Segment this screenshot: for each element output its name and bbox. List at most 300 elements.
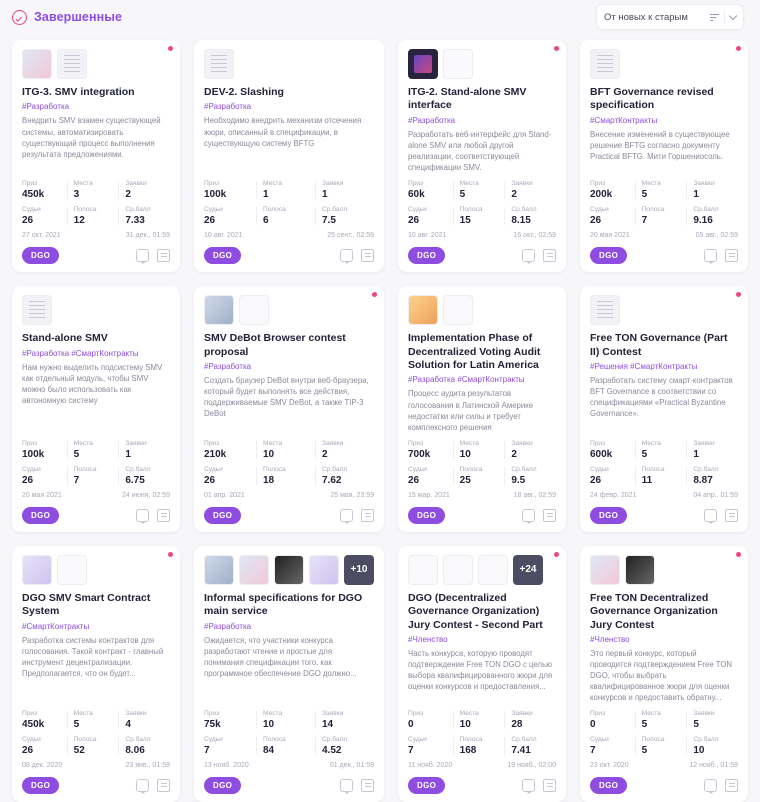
chat-icon[interactable] (522, 779, 535, 792)
contest-card[interactable] (194, 286, 384, 532)
stat-label: Заявки (125, 439, 147, 447)
stat-entries (118, 710, 170, 730)
chat-icon[interactable] (704, 249, 717, 262)
thumbnail[interactable] (57, 555, 87, 585)
stat-label: Места (641, 439, 661, 447)
document-icon[interactable] (725, 779, 738, 792)
stat-value: 7 (590, 745, 596, 757)
chat-icon[interactable] (340, 509, 353, 522)
contest-card[interactable] (194, 546, 384, 802)
card-description: Разработать веб-интерфейс для Stand-alone SMV или любой другой реализации, соответствующей спецификации SMV. (408, 129, 552, 173)
card-stats-secondary (408, 466, 556, 486)
stat-average-score (118, 466, 170, 486)
stat-value: 10 (263, 448, 275, 460)
stat-average-score (504, 736, 556, 756)
card-thumbnails (408, 49, 556, 79)
card-stats-primary (590, 440, 738, 460)
status-filter-chip[interactable] (12, 10, 122, 25)
stat-label: Судьи (408, 736, 427, 744)
stat-label: Полоса (263, 736, 286, 744)
date-start: 10 авг. 2021 (204, 232, 243, 240)
thumbnail[interactable] (309, 555, 339, 585)
card-footer (204, 247, 374, 264)
card-description: Ожидается, что участники конкурса разработают чтение и простые для понимания спецификации того, как программное обеспечение DGO должно... (204, 635, 357, 678)
stat-value: 7.41 (511, 745, 531, 757)
contest-card[interactable] (398, 40, 566, 272)
card-thumbnails (590, 295, 738, 325)
stat-label: Полоса (263, 206, 286, 214)
stat-label: Заявки (125, 710, 147, 718)
stat-value: 26 (22, 215, 34, 227)
chat-icon[interactable] (704, 779, 717, 792)
stat-label: Места (641, 710, 661, 718)
stat-judges (408, 736, 453, 756)
contest-card[interactable] (12, 546, 180, 802)
contest-card[interactable] (12, 286, 180, 532)
stat-average-score (315, 466, 374, 486)
stat-value: 100k (22, 448, 45, 460)
card-tag[interactable]: #Разработка (204, 621, 252, 631)
stat-label: Судьи (408, 206, 427, 214)
thumbnail[interactable] (478, 555, 508, 585)
card-tag[interactable]: #Членство (590, 635, 630, 644)
card-tag[interactable]: #Разработка (408, 115, 456, 125)
stat-value: 12 (73, 215, 85, 227)
stat-average-score (504, 466, 556, 486)
dgo-button[interactable]: DGO (204, 777, 241, 794)
date-end: 31 дек., 01:59 (125, 232, 170, 240)
card-footer (590, 777, 738, 794)
stat-judges (204, 466, 256, 486)
dgo-button[interactable]: DGO (408, 777, 445, 794)
date-end: 25 сент., 02:59 (327, 232, 374, 240)
stat-places (67, 180, 119, 200)
card-description: Часть конкурса, которую проводят подтверждение Free TON DGO с целью выбора квалифицированного жюри для оценки конкурсов и предоставления... (408, 649, 553, 692)
date-start: 08 дек. 2020 (22, 762, 63, 770)
document-icon[interactable] (543, 509, 556, 522)
stat-label: Ср.балл (322, 206, 348, 214)
card-footer (408, 247, 556, 264)
stat-places (256, 710, 315, 730)
dgo-button[interactable]: DGO (22, 247, 59, 264)
card-tag[interactable]: #Разработка (22, 102, 70, 112)
card-stats-primary (204, 440, 374, 460)
thumbnail[interactable] (443, 49, 473, 79)
thumbnail[interactable] (204, 295, 234, 325)
thumbnail-overflow-badge[interactable]: +24 (513, 555, 543, 585)
stat-value: 450k (22, 719, 45, 731)
stat-value: 26 (204, 215, 216, 227)
stat-band (635, 736, 687, 756)
date-start: 10 авг. 2021 (408, 232, 447, 240)
document-icon[interactable] (725, 249, 738, 262)
stat-places (256, 440, 315, 460)
card-dates (408, 492, 556, 499)
unread-dot (554, 552, 559, 557)
stat-label: Заявки (322, 710, 344, 718)
stat-label: Ср.балл (693, 736, 719, 744)
stat-value: 2 (125, 189, 131, 201)
card-tag[interactable]: #Решения #СмартКонтракты (590, 362, 698, 371)
stat-value: 2 (511, 189, 517, 201)
stat-places (256, 180, 315, 200)
dgo-button[interactable]: DGO (408, 507, 445, 524)
stat-label: Судьи (590, 736, 609, 744)
chat-icon[interactable] (340, 249, 353, 262)
stat-prize (204, 710, 256, 730)
dgo-button[interactable]: DGO (590, 507, 627, 524)
date-start: 11 нояб. 2020 (408, 762, 453, 770)
thumbnail[interactable] (204, 555, 234, 585)
contest-card[interactable] (194, 40, 384, 272)
date-start: 20 мая 2021 (590, 232, 630, 240)
document-icon[interactable] (361, 249, 374, 262)
thumbnail[interactable] (22, 295, 52, 325)
dgo-button[interactable]: DGO (204, 247, 241, 264)
card-title: Implementation Phase of Decentralized Voting Audit Solution for Latin America (408, 332, 541, 371)
stat-label: Полоса (73, 465, 97, 473)
stat-judges (204, 206, 256, 226)
card-stats-primary (408, 180, 556, 200)
stat-value: 9.5 (511, 474, 526, 486)
card-title: Free TON Governance (Part II) Contest (590, 332, 728, 358)
page-toolbar (0, 0, 760, 34)
date-end: 24 июня, 02:59 (122, 491, 170, 499)
stat-average-score (686, 736, 738, 756)
stat-judges (22, 466, 67, 486)
stat-band (256, 206, 315, 226)
card-description: Это первый конкурс, который проводится подтверждением Free TON DGO, чтобы выбрать квалифицированное жюри для оценки конкурсов и предоставить обратну... (590, 649, 733, 703)
stat-judges (22, 736, 67, 756)
thumbnail[interactable] (239, 295, 269, 325)
card-footer (22, 247, 170, 264)
thumbnail[interactable] (408, 555, 438, 585)
stat-value: 5 (641, 189, 648, 201)
document-icon[interactable] (157, 509, 170, 522)
stat-value: 600k (590, 448, 613, 460)
thumbnail[interactable] (408, 49, 438, 79)
stat-label: Судьи (22, 465, 41, 473)
chevron-down-icon[interactable] (729, 12, 737, 20)
stat-label: Приз (204, 439, 220, 447)
stat-value: 168 (459, 745, 477, 757)
stat-band (67, 206, 119, 226)
stat-value: 26 (408, 215, 420, 227)
stat-value: 5 (73, 448, 80, 460)
stat-entries (686, 440, 738, 460)
thumbnail[interactable] (590, 49, 620, 79)
date-end: 19 нояб., 02:00 (507, 762, 556, 770)
stat-places (635, 440, 687, 460)
stat-value: 210k (204, 448, 227, 460)
card-stats-secondary (204, 736, 374, 756)
card-dates (204, 762, 374, 769)
chat-icon[interactable] (136, 249, 149, 262)
document-icon[interactable] (157, 779, 170, 792)
stat-value: 14 (322, 719, 334, 731)
thumbnail[interactable] (443, 295, 473, 325)
stat-value: 9.16 (693, 215, 713, 227)
contest-grid (0, 34, 760, 802)
stat-label: Места (263, 439, 283, 447)
stat-label: Судьи (590, 465, 609, 473)
stat-band (67, 466, 119, 486)
dgo-button[interactable]: DGO (204, 507, 241, 524)
card-thumbnails (408, 295, 556, 325)
dgo-button[interactable]: DGO (590, 247, 627, 264)
chat-icon[interactable] (522, 249, 535, 262)
stat-band (453, 466, 505, 486)
thumbnail[interactable] (22, 49, 52, 79)
stat-prize (22, 440, 67, 460)
stat-value: 52 (73, 745, 85, 757)
stat-places (453, 710, 505, 730)
stat-label: Полоса (459, 736, 483, 744)
stat-value: 26 (590, 474, 602, 486)
stat-label: Полоса (641, 206, 665, 214)
card-thumbnails (204, 295, 374, 325)
stat-label: Места (73, 439, 93, 447)
stat-value: 2 (511, 448, 517, 460)
card-thumbnails (590, 49, 738, 79)
dgo-button[interactable]: DGO (22, 507, 59, 524)
stat-value: 1 (322, 189, 328, 201)
card-title: Stand-alone SMV (22, 332, 108, 345)
stat-judges (204, 736, 256, 756)
stat-judges (590, 206, 635, 226)
card-tag[interactable]: #Разработка (204, 102, 252, 112)
document-icon[interactable] (157, 249, 170, 262)
stat-value: 450k (22, 189, 45, 201)
stat-value: 10 (693, 745, 705, 757)
date-end: 23 янв., 01:59 (125, 762, 170, 770)
stat-label: Полоса (641, 465, 665, 473)
dgo-button[interactable]: DGO (590, 777, 627, 794)
card-dates (408, 232, 556, 239)
stat-value: 2 (322, 448, 328, 460)
stat-label: Места (459, 439, 479, 447)
card-title: DEV-2. Slashing (204, 86, 284, 98)
stat-entries (686, 710, 738, 730)
sort-lines-icon (710, 13, 719, 22)
unread-dot (736, 46, 741, 51)
stat-label: Полоса (73, 736, 97, 744)
dgo-button[interactable]: DGO (22, 777, 59, 794)
stat-entries (315, 440, 374, 460)
thumbnail[interactable] (590, 295, 620, 325)
document-icon[interactable] (361, 779, 374, 792)
unread-dot (736, 292, 741, 297)
chat-icon[interactable] (704, 509, 717, 522)
chat-icon[interactable] (340, 779, 353, 792)
stat-label: Заявки (125, 180, 147, 188)
stat-value: 3 (73, 189, 80, 201)
date-end: 25 мая, 23:59 (330, 491, 374, 499)
stat-label: Судьи (22, 206, 41, 214)
date-end: 16 окт., 02:59 (513, 232, 556, 240)
dgo-button[interactable]: DGO (408, 247, 445, 264)
stat-value: 7 (641, 215, 648, 227)
stat-average-score (118, 736, 170, 756)
card-tag[interactable]: #Разработка #СмартКонтракты (408, 375, 525, 385)
stat-judges (408, 206, 453, 226)
card-stats-secondary (22, 466, 170, 486)
date-end: 18 авг., 02:59 (513, 491, 556, 499)
date-end: 04 апр., 01:59 (693, 491, 738, 499)
thumbnail[interactable] (22, 555, 52, 585)
date-start: 13 нояб. 2020 (204, 762, 249, 770)
stat-value: 1 (125, 448, 131, 460)
thumbnail[interactable] (57, 49, 87, 79)
stat-places (635, 180, 687, 200)
thumbnail[interactable] (590, 555, 620, 585)
card-dates (22, 762, 170, 769)
card-footer (22, 777, 170, 794)
card-title: Informal specifications for DGO main service (204, 591, 363, 618)
card-stats-primary (204, 180, 374, 200)
stat-band (453, 206, 505, 226)
stat-value: 7 (73, 474, 80, 486)
stat-prize (408, 180, 453, 200)
stat-label: Полоса (459, 465, 483, 473)
card-title: ITG-3. SMV integration (22, 86, 135, 98)
chat-icon[interactable] (136, 509, 149, 522)
stat-value: 5 (73, 719, 80, 731)
stat-label: Заявки (322, 439, 344, 447)
contest-card[interactable] (580, 40, 748, 272)
stat-average-score (315, 206, 374, 226)
stat-prize (22, 180, 67, 200)
thumbnail[interactable] (204, 49, 234, 79)
stat-average-score (118, 206, 170, 226)
stat-value: 26 (590, 215, 602, 227)
card-tag[interactable]: #СмартКонтракты (22, 621, 90, 631)
contest-card[interactable] (398, 286, 566, 532)
card-tag[interactable]: #Членство (408, 635, 448, 644)
stat-value: 10 (459, 448, 471, 460)
stat-value: 15 (459, 215, 471, 227)
card-stats-primary (22, 180, 170, 200)
stat-value: 11 (641, 474, 653, 486)
stat-label: Заявки (322, 180, 344, 188)
stat-label: Места (73, 180, 93, 188)
stat-average-score (504, 206, 556, 226)
card-footer (22, 507, 170, 524)
stat-places (67, 710, 119, 730)
stat-label: Заявки (511, 439, 533, 447)
date-end: 01 дек., 01:59 (329, 762, 374, 770)
date-start: 24 февр. 2021 (590, 491, 637, 499)
chat-icon[interactable] (136, 779, 149, 792)
stat-value: 25 (459, 474, 471, 486)
stat-band (635, 206, 687, 226)
card-tag[interactable]: #Разработка (204, 362, 252, 371)
stat-value: 8.06 (125, 745, 145, 757)
date-end: 12 нояб., 01:59 (689, 762, 738, 770)
card-description: Разработка системы контрактов для голосования. Такой контракт - главный инструмент децентрализации. Предполагается, что он будет... (22, 635, 164, 678)
card-stats-primary (590, 710, 738, 730)
stat-places (453, 180, 505, 200)
stat-label: Ср.балл (322, 465, 348, 473)
unread-dot (372, 292, 377, 297)
stat-prize (408, 710, 453, 730)
card-footer (590, 247, 738, 264)
divider (724, 10, 725, 24)
date-start: 27 окт. 2021 (22, 232, 61, 240)
unread-dot (554, 46, 559, 51)
chat-icon[interactable] (522, 509, 535, 522)
card-tag[interactable]: #Разработка #СмартКонтракты (22, 348, 139, 358)
stat-value: 7.33 (125, 215, 145, 227)
stat-label: Полоса (641, 736, 665, 744)
contest-card[interactable] (12, 40, 180, 272)
stat-value: 5 (693, 719, 699, 731)
stat-judges (22, 206, 67, 226)
stat-places (67, 440, 119, 460)
stat-value: 5 (641, 448, 648, 460)
stat-prize (590, 180, 635, 200)
thumbnail[interactable] (625, 555, 655, 585)
thumbnail[interactable] (408, 295, 438, 325)
stat-value: 28 (511, 719, 523, 731)
contest-card[interactable] (398, 546, 566, 802)
stat-label: Полоса (459, 206, 483, 214)
card-thumbnails (22, 49, 170, 79)
stat-band (453, 736, 505, 756)
stat-value: 8.87 (693, 474, 713, 486)
thumbnail[interactable] (239, 555, 269, 585)
stat-value: 26 (204, 474, 216, 486)
card-stats-secondary (590, 466, 738, 486)
stat-value: 5 (641, 745, 648, 757)
stat-label: Заявки (693, 439, 715, 447)
stat-label: Судьи (590, 206, 609, 214)
stat-band (256, 736, 315, 756)
stat-label: Ср.балл (125, 206, 151, 214)
stat-label: Ср.балл (125, 736, 151, 744)
stat-places (453, 440, 505, 460)
thumbnail[interactable] (443, 555, 473, 585)
contest-card[interactable] (580, 286, 748, 532)
stat-places (635, 710, 687, 730)
card-stats-primary (22, 440, 170, 460)
card-tag[interactable]: #СмартКонтракты (590, 115, 658, 125)
document-icon[interactable] (543, 249, 556, 262)
stat-label: Приз (408, 180, 424, 188)
stat-value: 10 (263, 719, 275, 731)
stat-value: 4.52 (322, 745, 342, 757)
stat-prize (204, 440, 256, 460)
card-stats-secondary (22, 736, 170, 756)
document-icon[interactable] (543, 779, 556, 792)
document-icon[interactable] (361, 509, 374, 522)
card-stats-primary (408, 710, 556, 730)
card-footer (590, 507, 738, 524)
card-dates (590, 762, 738, 769)
thumbnail-overflow-badge[interactable]: +10 (344, 555, 374, 585)
stat-judges (590, 466, 635, 486)
thumbnail[interactable] (274, 555, 304, 585)
card-footer (408, 507, 556, 524)
stat-entries (504, 180, 556, 200)
card-stats-primary (204, 710, 374, 730)
stat-band (256, 466, 315, 486)
document-icon[interactable] (725, 509, 738, 522)
sort-select[interactable] (596, 4, 744, 30)
stat-label: Места (459, 180, 479, 188)
contest-card[interactable] (580, 546, 748, 802)
stat-label: Ср.балл (511, 206, 537, 214)
